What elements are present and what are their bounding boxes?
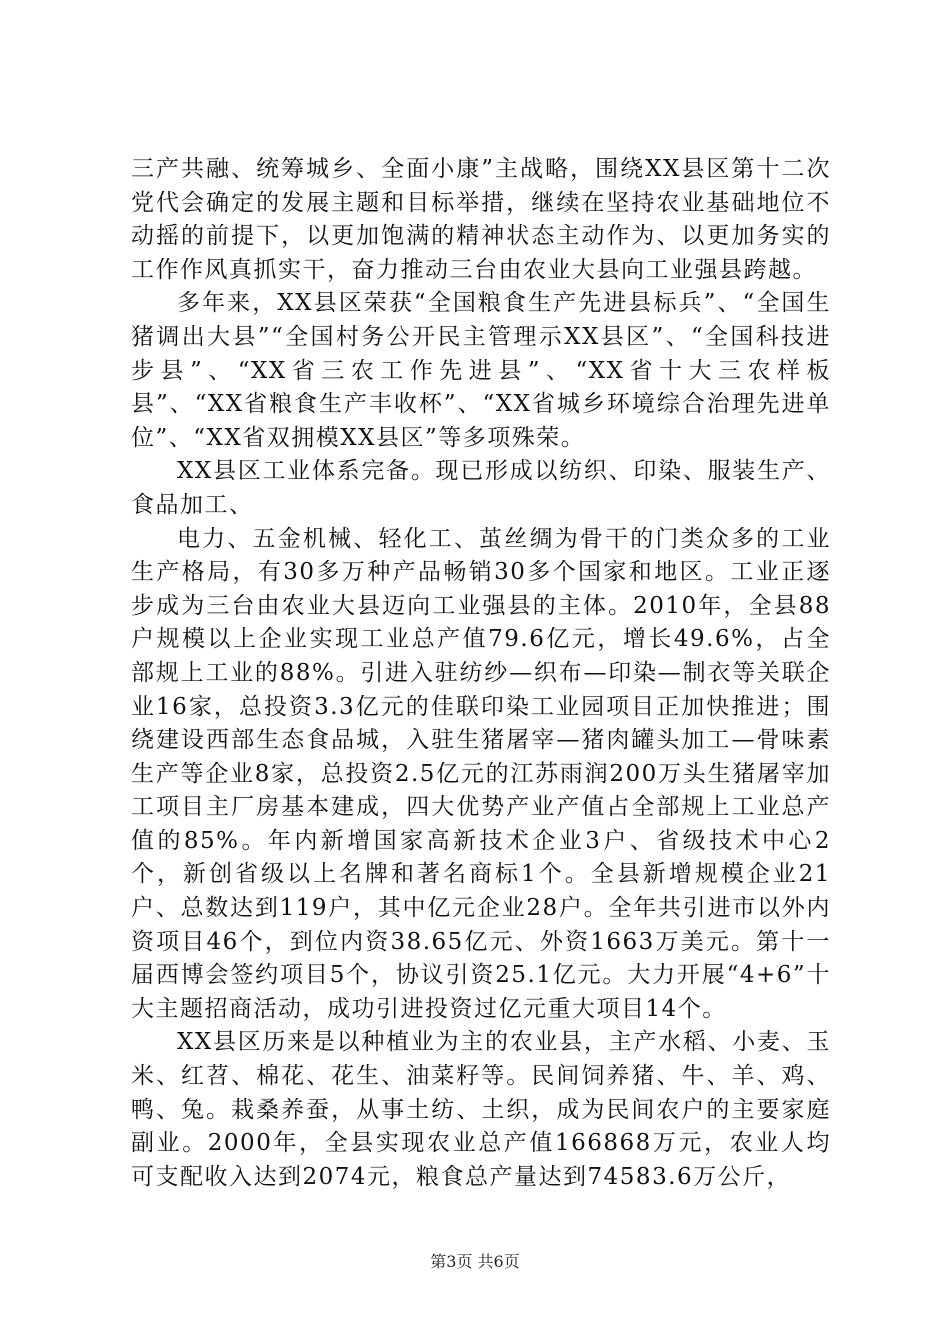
paragraph-honors: 多年来，XX县区荣获“全国粮食生产先进县标兵”、“全国生猪调出大县”“全国村务公开民主管理示XX县区”、“全国科技进步县”、“XX省三农工作先进县”、“XX省十大三农样板县”、“XX省粮食生产丰收杯”、“XX省城乡环境综合治理先进单位”、“XX省双拥模XX县区”等多项殊荣。 xyxy=(131,290,831,451)
paragraph-agriculture: XX县区历来是以种植业为主的农业县，主产水稻、小麦、玉米、红苕、棉花、花生、油菜籽等。民间饲养猪、牛、羊、鸡、鸭、兔。栽桑养蚕，从事土纺、土织，成为民间农户的主要家庭副业。2000年，全县实现农业总产值166868万元，农业人均可支配收入达到2074元，粮食总产量达到74583.6万公斤， xyxy=(131,1029,831,1190)
paragraph-strategy: 三产共融、统筹城乡、全面小康”主战略，围绕XX县区第十二次党代会确定的发展主题和目标举措，继续在坚持农业基础地位不动摇的前提下，以更加饱满的精神状态主动作为、以更加务实的工作作风真抓实干，奋力推动三台由农业大县向工业强县跨越。 xyxy=(131,156,831,283)
document-body xyxy=(131,153,831,1194)
page-number-footer: 第3页 共6页 xyxy=(430,1252,520,1271)
paragraph-industry-detail: 电力、五金机械、轻化工、茧丝绸为骨干的门类众多的工业生产格局，有30多万种产品畅销30多个国家和地区。工业正逐步成为三台由农业大县迈向工业强县的主体。2010年，全县88户规模以上企业实现工业总产值79.6亿元，增长49.6%，占全部规上工业的88%。引进入驻纺纱—织布—印染—制衣等关联企业16家，总投资3.3亿元的佳联印染工业园项目正加快推进；围绕建设西部生态食品城，入驻生猪屠宰—猪肉罐头加工—骨味素生产等企业8家，总投资2.5亿元的江苏雨润200万头生猪屠宰加工项目主厂房基本建成，四大优势产业产值占全部规上工业总产值的85%。年内新增国家高新技术企业3户、省级技术中心2个，新创省级以上名牌和著名商标1个。全县新增规模企业21户、总数达到119户，其中亿元企业28户。全年共引进市以外内资项目46个，到位内资38.65亿元、外资1663万美元。第十一届西博会签约项目5个，协议引资25.1亿元。大力开展“4+6”十大主题招商活动，成功引进投资过亿元重大项目14个。 xyxy=(131,525,831,1022)
paragraph-industry-intro: XX县区工业体系完备。现已形成以纺织、印染、服装生产、食品加工、 xyxy=(131,458,831,518)
